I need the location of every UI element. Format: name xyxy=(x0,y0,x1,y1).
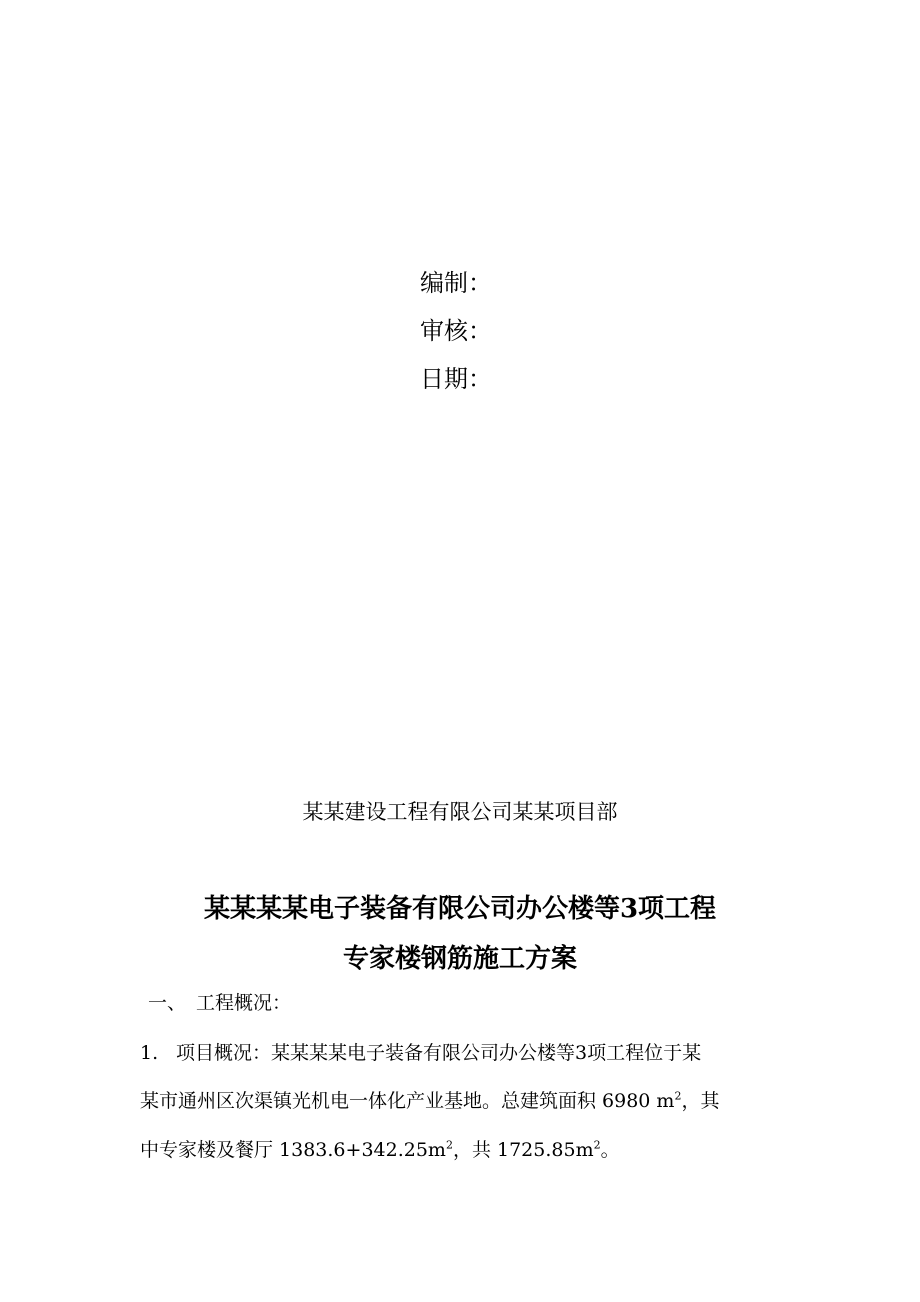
paragraph-text: 某市通州区次渠镇光机电一体化产业基地。总建筑面积 6980 m xyxy=(140,1090,675,1112)
compiled-by-label: 编制： xyxy=(420,269,492,297)
date-label: 日期： xyxy=(420,365,492,393)
superscript: 2 xyxy=(445,1138,453,1152)
paragraph-text: ，其 xyxy=(681,1090,720,1112)
paragraph-line-2 xyxy=(140,1088,800,1114)
paragraph-text: ，共 1725.85m xyxy=(452,1139,594,1161)
section-heading xyxy=(148,990,291,1016)
superscript: 2 xyxy=(593,1138,601,1152)
paragraph-line-3 xyxy=(140,1137,800,1163)
list-number: 1. xyxy=(140,1042,159,1064)
paragraph-text: 中专家楼及餐厅 1383.6+342.25m xyxy=(140,1139,446,1161)
reviewed-by-label: 审核： xyxy=(420,317,492,345)
superscript: 2 xyxy=(674,1089,682,1103)
organization-name: 某某建设工程有限公司某某项目部 xyxy=(302,800,618,824)
document-title-line-1: 某某某某电子装备有限公司办公楼等3项工程 xyxy=(203,894,717,924)
paragraph-line-1 xyxy=(140,1040,800,1066)
section-number: 一、 xyxy=(148,992,187,1014)
section-title: 工程概况： xyxy=(196,992,292,1014)
paragraph-text: 项目概况：某某某某电子装备有限公司办公楼等3项工程位于某 xyxy=(176,1042,702,1064)
paragraph-text: 。 xyxy=(600,1139,620,1161)
document-title-line-2: 专家楼钢筋施工方案 xyxy=(342,944,577,974)
